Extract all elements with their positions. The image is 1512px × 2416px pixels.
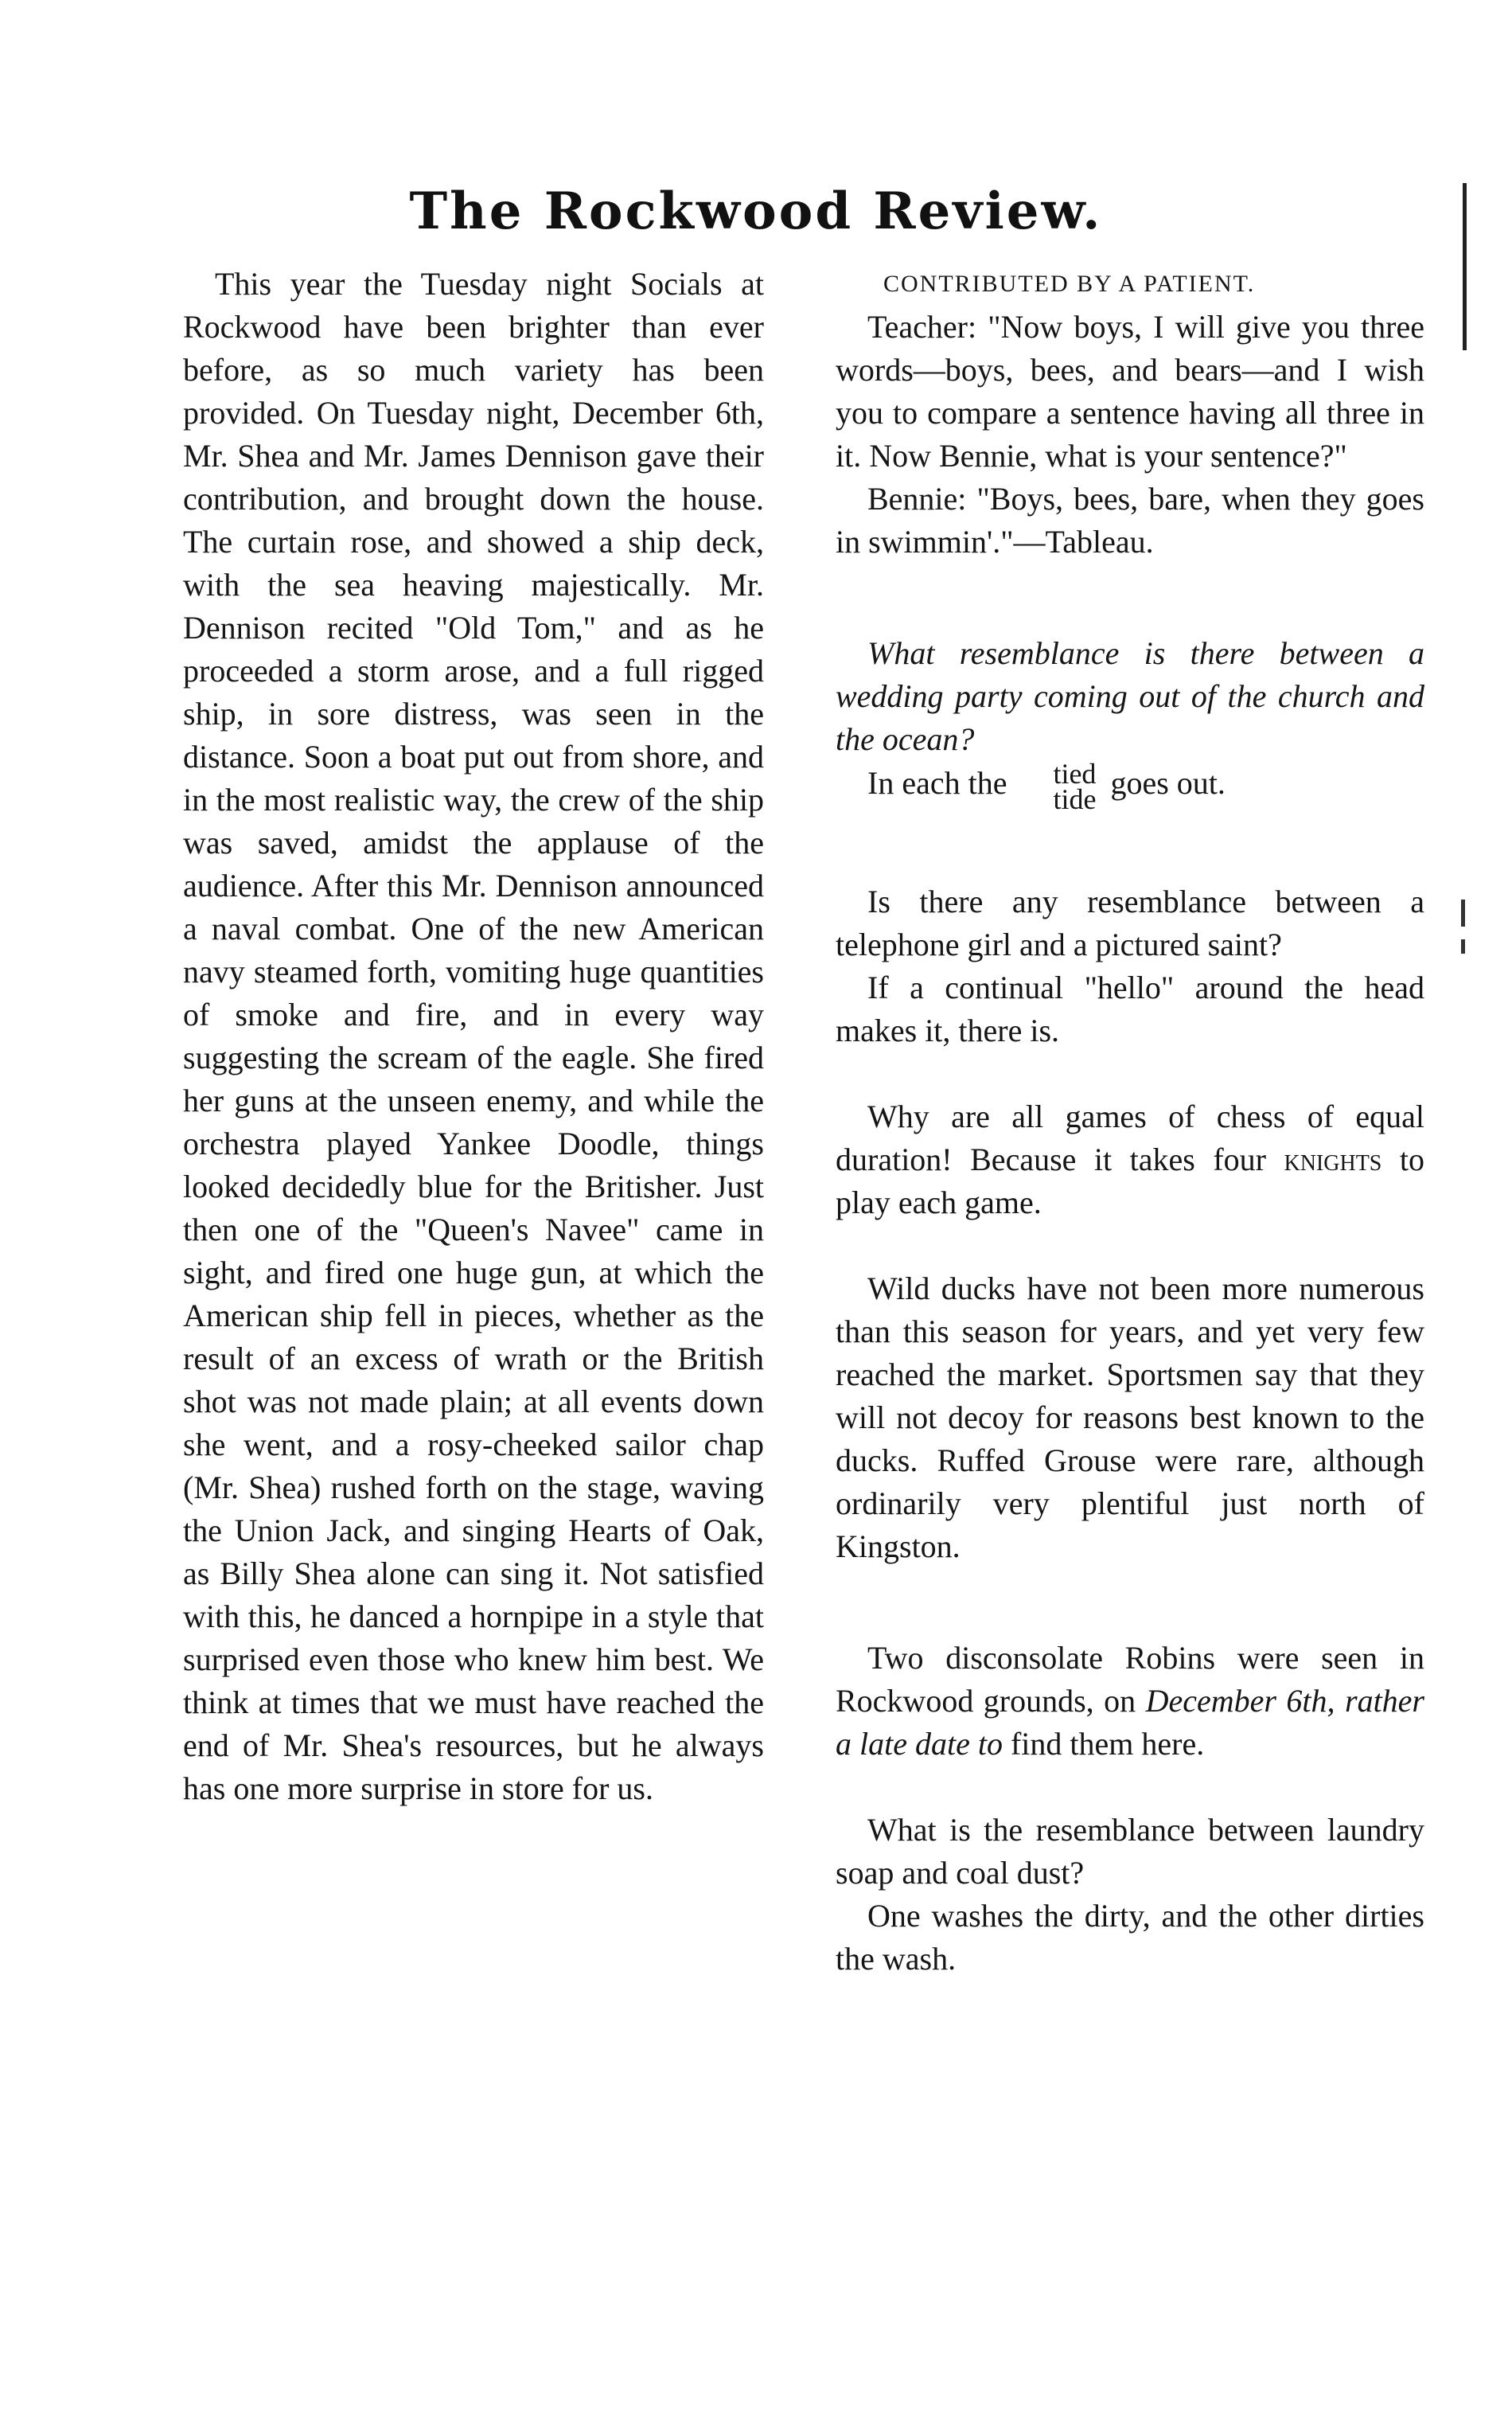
telephone-answer: If a continual "hello" around the head makes it, there is. — [836, 970, 1424, 1048]
socials-paragraph: This year the Tuesday night Socials at Rockwood have been brighter than ever before, as so much variety has been provided. On Tuesday night, December 6th, Mr. Shea and Mr. James Dennison gave their contribution, and brought down the house. The curtain rose, and showed a ship deck, with the sea heaving majestically. Mr. Dennison recited "Old Tom," and as he proceeded a storm arose, and a full rigged ship, in sore distress, was seen in the distance. Soon a boat put out from shore, and in the most realistic way, the crew of the ship was saved, amidst the applause of the audience. After this Mr. Dennison announced a naval combat. One of the new American navy steamed forth, vomiting huge quantities of smoke and fire, and in every way suggesting the scream of the eagle. She fired her guns at the unseen enemy, and while the orchestra played Yankee Doodle, things looked decidedly blue for the Britisher. Just then one of the "Queen's Navee" came in sight, and fired one huge gun, at which the American ship fell in pieces, whether as the result of an excess of wrath or the British shot was not made plain; at all events down she went, and a rosy-cheeked sailor chap (Mr. Shea) rushed forth on the stage, waving the Union Jack, and singing Hearts of Oak, as Billy Shea alone can sing it. Not satisfied with this, he danced a hornpipe in a style that surprised even those who knew him best. We think at times that we must have reached the end of Mr. Shea's resources, but he always has one more surprise in store for us. — [183, 266, 764, 1806]
wedding-answer-suffix: goes out. — [1110, 765, 1226, 802]
chess-text-a: Why are all games of chess of equal duration! Because it takes four — [836, 1099, 1424, 1177]
wedding-answer-prefix: In each the — [867, 765, 1007, 802]
robins-text-c: find them here. — [1002, 1726, 1205, 1762]
robins-paragraph — [836, 1637, 1424, 1766]
left-column — [183, 263, 764, 1810]
right-column — [836, 263, 1424, 1981]
masthead-title: The Rockwood Review. — [409, 181, 1103, 241]
wedding-question: What resemblance is there between a wedding party coming out of the church and the ocean? — [836, 635, 1424, 757]
soap-answer: One washes the dirty, and the other dirties the wash. — [836, 1898, 1424, 1977]
margin-mark — [1461, 900, 1465, 927]
wedding-answer — [836, 758, 1424, 815]
teacher-dialogue: Teacher: "Now boys, I will give you three words—boys, bees, and bears—and I wish you to compare a sentence having all three in it. Now Bennie, what is your sentence?" — [836, 309, 1424, 474]
bennie-dialogue: Bennie: "Boys, bees, bare, when they goes in swimmin'."—Tableau. — [836, 481, 1424, 560]
chess-riddle — [836, 1095, 1424, 1224]
chess-knights: knights — [1284, 1142, 1382, 1177]
wedding-answer-bottom: tide — [1053, 783, 1097, 815]
contributed-heading: CONTRIBUTED BY A PATIENT. — [883, 271, 1256, 297]
ducks-paragraph: Wild ducks have not been more numerous than this season for years, and yet very few reached the market. Sportsmen say that they will not decoy for reasons best known to the ducks. Ruffed Grouse were rare, although ordinarily very plentiful just north of Kingston. — [836, 1270, 1424, 1564]
wedding-answer-top: tied — [1053, 758, 1097, 790]
telephone-question: Is there any resemblance between a telephone girl and a pictured saint? — [836, 884, 1424, 962]
margin-mark — [1461, 939, 1465, 954]
chess-text-b: to play each game. — [836, 1142, 1424, 1220]
soap-question: What is the resemblance between laundry soap and coal dust? — [836, 1812, 1424, 1891]
robins-text-a: Two disconsolate Robins were seen in Rockwood grounds, on — [836, 1640, 1424, 1719]
robins-text-b: December 6th, rather a late date to — [836, 1683, 1425, 1762]
margin-rule — [1463, 183, 1467, 350]
tied-tide-brace — [1021, 758, 1097, 815]
